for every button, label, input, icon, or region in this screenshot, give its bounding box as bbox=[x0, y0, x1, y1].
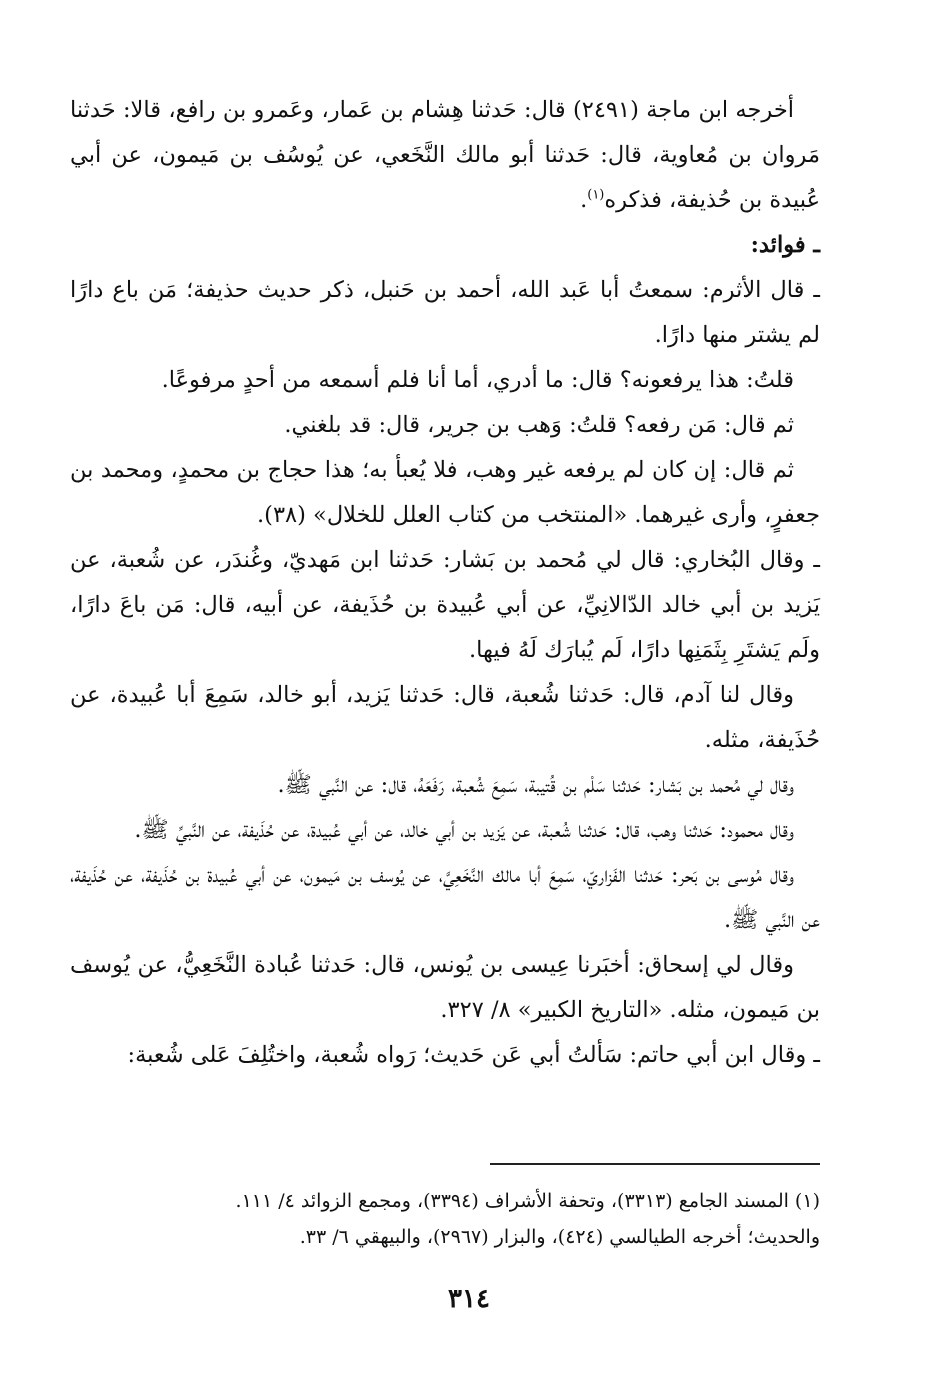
paragraph-5: ثم قال: مَن رفعه؟ قلتُ: وَهب بن جرير، قال: قد بلغني. bbox=[284, 412, 794, 438]
footnote-separator bbox=[490, 1163, 820, 1165]
footnotes bbox=[120, 1183, 820, 1255]
main-text bbox=[70, 88, 820, 1078]
paragraph-9: وقال لي مُحمد بن بَشار: حَدثنا سَلْم بن قُتيبة، سَمِعَ شُعبة، رَفَعَهُ، قال: عن النَّبي ﷺ. bbox=[277, 772, 794, 798]
paragraph-4: قلتُ: هذا يرفعونه؟ قال: ما أدري، أما أنا فلم أسمعه من أحدٍ مرفوعًا. bbox=[161, 367, 794, 393]
paragraph-10: وقال محمود: حَدثنا وهب، قال: حَدثنا شُعبة، عن يَزيد بن أبي خالد، عن أبي عُبيدة، عن حُذَيفة، عن النَّبيِّ ﷺ. bbox=[134, 817, 794, 843]
section-heading: ـ فوائد: bbox=[750, 232, 820, 258]
paragraph-13: ـ وقال ابن أبي حاتم: سَألتُ أبي عَن حَديث؛ رَواه شُعبة، واختُلِفَ عَلى شُعبة: bbox=[127, 1042, 820, 1068]
paragraph-11: وقال مُوسى بن بَحر: حَدثنا الفَزاريّ، سَمِعَ أبا مالك النَّخَعِيَّ، عن يُوسف بن مَيمون، عن أبي عُبيدة بن حُذَيفة، عن حُذَيفة، عن النَّبي ﷺ. bbox=[70, 862, 820, 933]
paragraph-7: ـ وقال البُخاري: قال لي مُحمد بن بَشار: حَدثنا ابن مَهديّ، وغُندَر، عن شُعبة، عن يَزيد بن أبي خالد الدّالانِيِّ، عن أبي عُبيدة بن حُذَيفة، عن أبيه، قال: مَن باعَ دارًا، ولَم يَشتَرِ بِثَمَنِها دارًا، لَم يُبارَك لَهُ فيها. bbox=[70, 547, 820, 663]
footnote-2: والحديث؛ أخرجه الطيالسي (٤٢٤)، والبزار (٢٩٦٧)، والبيهقي ٦/ ٣٣. bbox=[299, 1226, 820, 1248]
paragraph-3: ـ قال الأثرم: سمعتُ أبا عَبد الله، أحمد بن حَنبل، ذكر حديث حذيفة؛ مَن باع دارًا لم يشتر منها دارًا. bbox=[70, 277, 820, 348]
footnote-ref: (١) bbox=[587, 187, 605, 203]
paragraph-8: وقال لنا آدم، قال: حَدثنا شُعبة، قال: حَدثنا يَزيد، أبو خالد، سَمِعَ أبا عُبيدة، عن حُذَيفة، مثله. bbox=[70, 682, 820, 753]
paragraph-6: ثم قال: إن كان لم يرفعه غير وهب، فلا يُعبأ به؛ هذا حجاج بن محمدٍ، ومحمد بن جعفرٍ، وأرى غيرهما. «المنتخب من كتاب العلل للخلال» (٣٨). bbox=[70, 457, 820, 528]
paragraph-12: وقال لي إسحاق: أخبَرنا عِيسى بن يُونس، قال: حَدثنا عُبادة النَّخَعِيُّ، عن يُوسف بن مَيمون، مثله. «التاريخ الكبير» ٨/ ٣٢٧. bbox=[70, 952, 820, 1023]
page-number: ٣١٤ bbox=[448, 1284, 490, 1314]
paragraph-1: أخرجه ابن ماجة (٢٤٩١) قال: حَدثنا هِشام بن عَمار، وعَمرو بن رافع، قالا: حَدثنا مَروان بن مُعاوية، قال: حَدثنا أبو مالك النَّخَعي، عن يُوسُف بن مَيمون، عن أبي عُبيدة بن حُذيفة، فذكره$^{(١)}$. bbox=[70, 97, 820, 213]
footnote-1: (١) المسند الجامع (٣٣١٣)، وتحفة الأشراف (٣٣٩٤)، ومجمع الزوائد ٤/ ١١١. bbox=[235, 1190, 820, 1212]
